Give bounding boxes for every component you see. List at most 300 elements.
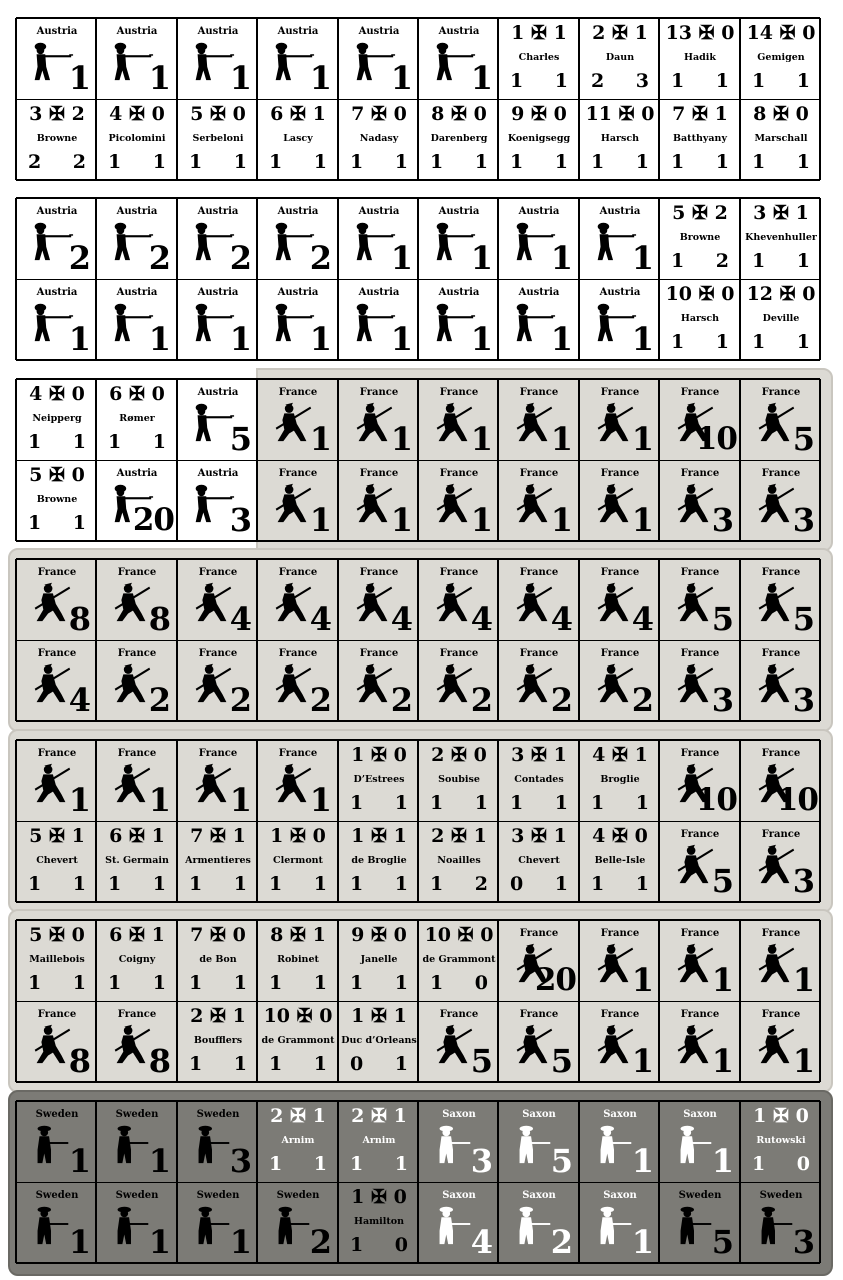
leader-star-icon: ✠: [210, 825, 226, 847]
nation-label: France: [761, 387, 801, 398]
strength-value: 4: [390, 600, 413, 638]
unit-counter[interactable]: [419, 18, 499, 98]
nation-label: Austria: [277, 287, 319, 298]
leader-counter[interactable]: [339, 1001, 419, 1081]
unit-counter[interactable]: [660, 1182, 740, 1262]
unit-counter[interactable]: [419, 198, 499, 278]
unit-counter[interactable]: [419, 559, 499, 639]
strength-value: 3: [229, 501, 252, 539]
leader-counter[interactable]: [258, 821, 338, 901]
leader-counter[interactable]: [741, 1101, 821, 1181]
leader-star-icon: ✠: [49, 464, 65, 486]
leader-rating: [660, 203, 740, 224]
leader-bonus: 0: [634, 825, 648, 847]
leader-number: 3: [753, 202, 767, 224]
leader-rating: [580, 23, 660, 44]
leader-number: 2: [190, 1005, 204, 1027]
leader-bonus: 1: [795, 202, 809, 224]
strength-value: 5: [711, 600, 734, 638]
unit-counter[interactable]: [97, 1001, 177, 1081]
unit-counter[interactable]: [258, 198, 338, 278]
unit-counter[interactable]: [660, 920, 740, 1000]
unit-counter[interactable]: [660, 559, 740, 639]
unit-counter[interactable]: [499, 1001, 579, 1081]
nation-label: Austria: [518, 206, 560, 217]
leader-counter[interactable]: [339, 99, 419, 179]
unit-counter[interactable]: [97, 1182, 177, 1262]
unit-counter[interactable]: [178, 1101, 258, 1181]
nation-label: France: [439, 567, 479, 578]
leader-value-right: 1: [152, 151, 166, 173]
leader-star-icon: ✠: [531, 22, 547, 44]
leader-value-left: 1: [28, 512, 42, 534]
unit-counter[interactable]: [17, 640, 97, 720]
unit-counter[interactable]: [339, 279, 419, 359]
nation-label: Saxon: [522, 1109, 556, 1120]
leader-counter[interactable]: [178, 920, 258, 1000]
leader-number: 6: [109, 825, 123, 847]
unit-counter[interactable]: [419, 1182, 499, 1262]
unit-counter[interactable]: [660, 821, 740, 901]
unit-counter[interactable]: [178, 559, 258, 639]
unit-counter[interactable]: [741, 1001, 821, 1081]
nation-label: Saxon: [522, 1190, 556, 1201]
strength-value: 1: [550, 420, 573, 458]
leader-name: Belle-Isle: [594, 855, 646, 866]
unit-counter[interactable]: [660, 379, 740, 459]
leader-bonus: 0: [802, 283, 816, 305]
leader-bonus: 1: [312, 1105, 326, 1127]
leader-number: 1: [270, 825, 284, 847]
leader-rating: [258, 826, 338, 847]
leader-counter[interactable]: [178, 821, 258, 901]
leader-number: 10: [665, 283, 693, 305]
unit-counter[interactable]: [17, 18, 97, 98]
strength-value: 1: [309, 59, 332, 97]
unit-counter[interactable]: [499, 279, 579, 359]
unit-counter[interactable]: [660, 460, 740, 540]
leader-counter[interactable]: [499, 740, 579, 820]
unit-counter[interactable]: [97, 460, 177, 540]
leader-rating: [17, 925, 97, 946]
leader-value-left: 1: [189, 1053, 203, 1075]
leader-name: Daun: [605, 52, 635, 63]
leader-rating: [17, 826, 97, 847]
unit-counter[interactable]: [741, 640, 821, 720]
counter-sheet-5: [16, 740, 820, 902]
nation-label: France: [600, 567, 640, 578]
leader-number: 11: [585, 103, 613, 125]
counter-sheet-2: [16, 198, 820, 360]
leader-value-right: 0: [474, 972, 488, 994]
leader-counter[interactable]: [660, 99, 740, 179]
unit-counter[interactable]: [499, 1182, 579, 1262]
strength-value: 4: [631, 600, 654, 638]
leader-star-icon: ✠: [451, 825, 467, 847]
leader-counter[interactable]: [258, 1001, 338, 1081]
unit-counter[interactable]: [97, 740, 177, 820]
unit-counter[interactable]: [258, 460, 338, 540]
counter-row: [16, 640, 820, 721]
unit-counter[interactable]: [97, 198, 177, 278]
leader-counter[interactable]: [97, 821, 177, 901]
leader-counter[interactable]: [339, 1101, 419, 1181]
leader-star-icon: ✠: [371, 744, 387, 766]
unit-counter[interactable]: [419, 279, 499, 359]
unit-counter[interactable]: [580, 460, 660, 540]
nation-label: Austria: [599, 287, 641, 298]
leader-value-left: 0: [350, 1053, 364, 1075]
leader-rating: [339, 826, 419, 847]
leader-rating: [97, 384, 177, 405]
leader-rating: [178, 1006, 258, 1027]
unit-counter[interactable]: [419, 1001, 499, 1081]
leader-counter[interactable]: [741, 279, 821, 359]
unit-counter[interactable]: [580, 640, 660, 720]
leader-star-icon: ✠: [210, 1005, 226, 1027]
leader-value-left: 1: [189, 873, 203, 895]
nation-label: Sweden: [196, 1109, 240, 1120]
leader-star-icon: ✠: [692, 202, 708, 224]
leader-number: 5: [29, 825, 43, 847]
unit-counter[interactable]: [660, 640, 740, 720]
strength-value: 5: [550, 1142, 573, 1180]
nation-label: France: [519, 928, 559, 939]
unit-counter[interactable]: [580, 1001, 660, 1081]
counter-sheet-3: [16, 379, 820, 541]
nation-label: France: [359, 567, 399, 578]
leader-value-right: 1: [474, 792, 488, 814]
unit-counter[interactable]: [339, 18, 419, 98]
leader-rating: [258, 925, 338, 946]
unit-counter[interactable]: [97, 640, 177, 720]
leader-value-right: 1: [635, 792, 649, 814]
unit-counter[interactable]: [741, 1182, 821, 1262]
unit-counter[interactable]: [660, 1001, 740, 1081]
leader-value-right: 1: [796, 151, 810, 173]
leader-rating: [419, 745, 499, 766]
unit-counter[interactable]: [741, 379, 821, 459]
unit-counter[interactable]: [741, 559, 821, 639]
strength-value: 1: [390, 501, 413, 539]
leader-name: Arnim: [362, 1135, 396, 1146]
leader-name: Batthyany: [673, 133, 727, 144]
strength-value: 5: [711, 862, 734, 900]
leader-number: 8: [431, 103, 445, 125]
leader-star-icon: ✠: [290, 924, 306, 946]
unit-counter[interactable]: [580, 279, 660, 359]
leader-counter[interactable]: [660, 279, 740, 359]
leader-value-left: 1: [108, 873, 122, 895]
unit-counter[interactable]: [419, 1101, 499, 1181]
unit-counter[interactable]: [17, 1182, 97, 1262]
unit-counter[interactable]: [178, 379, 258, 459]
unit-counter[interactable]: [258, 279, 338, 359]
leader-value-right: 1: [233, 873, 247, 895]
nation-label: France: [198, 648, 238, 659]
leader-value-right: 1: [152, 873, 166, 895]
unit-counter[interactable]: [580, 1182, 660, 1262]
strength-value: 2: [229, 239, 252, 277]
sheet-bottom-border: [16, 720, 820, 722]
unit-counter[interactable]: [580, 920, 660, 1000]
leader-value-right: 0: [394, 1234, 408, 1256]
unit-counter[interactable]: [17, 1101, 97, 1181]
leader-value-right: 3: [635, 70, 649, 92]
leader-counter[interactable]: [660, 18, 740, 98]
leader-number: 9: [351, 924, 365, 946]
leader-value-left: 1: [108, 431, 122, 453]
leader-rating: [580, 104, 660, 125]
nation-label: France: [117, 748, 157, 759]
leader-counter[interactable]: [741, 18, 821, 98]
nation-label: France: [680, 468, 720, 479]
nation-label: France: [278, 567, 318, 578]
leader-bonus: 0: [393, 924, 407, 946]
unit-counter[interactable]: [258, 559, 338, 639]
leader-rating: [499, 23, 579, 44]
unit-counter[interactable]: [339, 460, 419, 540]
nation-label: Sweden: [35, 1190, 79, 1201]
nation-label: Saxon: [442, 1109, 476, 1120]
nation-label: Austria: [36, 206, 78, 217]
leader-counter[interactable]: [97, 379, 177, 459]
leader-counter[interactable]: [419, 740, 499, 820]
strength-value: 1: [631, 420, 654, 458]
unit-counter[interactable]: [499, 640, 579, 720]
unit-counter[interactable]: [178, 18, 258, 98]
unit-counter[interactable]: [339, 640, 419, 720]
counter-row: [16, 559, 820, 641]
nation-label: Sweden: [759, 1190, 803, 1201]
leader-number: 1: [351, 825, 365, 847]
unit-counter[interactable]: [580, 559, 660, 639]
unit-counter[interactable]: [17, 559, 97, 639]
leader-value-left: 1: [430, 972, 444, 994]
strength-value: 5: [229, 420, 252, 458]
leader-counter[interactable]: [580, 18, 660, 98]
leader-counter[interactable]: [339, 920, 419, 1000]
leader-counter[interactable]: [339, 1182, 419, 1262]
leader-counter[interactable]: [17, 379, 97, 459]
unit-counter[interactable]: [258, 18, 338, 98]
unit-counter[interactable]: [17, 1001, 97, 1081]
leader-star-icon: ✠: [371, 1186, 387, 1208]
leader-counter[interactable]: [258, 1101, 338, 1181]
nation-label: Austria: [197, 468, 239, 479]
leader-value-right: 1: [635, 151, 649, 173]
leader-star-icon: ✠: [773, 103, 789, 125]
leader-bonus: 1: [553, 825, 567, 847]
unit-counter[interactable]: [178, 740, 258, 820]
leader-value-left: 1: [510, 792, 524, 814]
leader-counter[interactable]: [258, 920, 338, 1000]
leader-star-icon: ✠: [692, 103, 708, 125]
unit-counter[interactable]: [178, 279, 258, 359]
leader-counter[interactable]: [499, 18, 579, 98]
leader-counter[interactable]: [741, 99, 821, 179]
leader-value-left: 1: [189, 151, 203, 173]
leader-value-right: 1: [72, 972, 86, 994]
strength-value: 8: [68, 600, 91, 638]
unit-counter[interactable]: [499, 198, 579, 278]
leader-counter[interactable]: [741, 198, 821, 278]
leader-counter[interactable]: [660, 198, 740, 278]
unit-counter[interactable]: [419, 379, 499, 459]
leader-value-left: 1: [510, 70, 524, 92]
unit-counter[interactable]: [258, 740, 338, 820]
leader-number: 6: [109, 383, 123, 405]
unit-counter[interactable]: [499, 379, 579, 459]
leader-value-right: 1: [474, 151, 488, 173]
leader-number: 3: [511, 744, 525, 766]
nation-label: France: [600, 387, 640, 398]
strength-value: 8: [148, 1042, 171, 1080]
nation-label: Saxon: [683, 1109, 717, 1120]
unit-counter[interactable]: [741, 740, 821, 820]
unit-counter[interactable]: [178, 1182, 258, 1262]
nation-label: France: [37, 567, 77, 578]
strength-value: 1: [309, 501, 332, 539]
leader-counter[interactable]: [580, 740, 660, 820]
leader-counter[interactable]: [17, 99, 97, 179]
unit-counter[interactable]: [741, 821, 821, 901]
leader-number: 13: [665, 22, 693, 44]
leader-value-left: 1: [269, 972, 283, 994]
leader-value-left: 1: [28, 972, 42, 994]
leader-number: 2: [592, 22, 606, 44]
unit-counter[interactable]: [499, 559, 579, 639]
leader-counter[interactable]: [258, 99, 338, 179]
leader-counter[interactable]: [499, 821, 579, 901]
leader-value-right: 1: [394, 1153, 408, 1175]
unit-counter[interactable]: [17, 198, 97, 278]
nation-label: France: [439, 648, 479, 659]
unit-counter[interactable]: [499, 1101, 579, 1181]
strength-value: 1: [631, 501, 654, 539]
strength-value: 1: [148, 59, 171, 97]
leader-counter[interactable]: [17, 460, 97, 540]
leader-counter[interactable]: [17, 920, 97, 1000]
leader-name: Clermont: [273, 855, 323, 866]
unit-counter[interactable]: [97, 559, 177, 639]
leader-counter[interactable]: [97, 99, 177, 179]
leader-value-left: 1: [269, 1153, 283, 1175]
unit-counter[interactable]: [580, 198, 660, 278]
leader-number: 12: [746, 283, 774, 305]
unit-counter[interactable]: [97, 279, 177, 359]
leader-counter[interactable]: [339, 740, 419, 820]
unit-counter[interactable]: [97, 1101, 177, 1181]
strength-value: 1: [470, 501, 493, 539]
leader-name: de Grammont: [422, 954, 496, 965]
strength-value: 1: [390, 59, 413, 97]
nation-label: Austria: [197, 26, 239, 37]
strength-value: 1: [792, 961, 815, 999]
nation-label: France: [600, 928, 640, 939]
leader-rating: [339, 925, 419, 946]
leader-star-icon: ✠: [698, 22, 715, 44]
leader-name: Maillebois: [29, 954, 85, 965]
unit-counter[interactable]: [97, 18, 177, 98]
leader-counter[interactable]: [97, 920, 177, 1000]
leader-value-left: 1: [269, 151, 283, 173]
leader-number: 7: [351, 103, 365, 125]
unit-counter[interactable]: [17, 740, 97, 820]
unit-counter[interactable]: [339, 198, 419, 278]
unit-counter[interactable]: [419, 640, 499, 720]
unit-counter[interactable]: [339, 559, 419, 639]
leader-counter[interactable]: [580, 99, 660, 179]
unit-counter[interactable]: [339, 379, 419, 459]
leader-counter[interactable]: [419, 99, 499, 179]
unit-counter[interactable]: [419, 460, 499, 540]
leader-counter[interactable]: [419, 821, 499, 901]
unit-counter[interactable]: [499, 920, 579, 1000]
nation-label: France: [359, 648, 399, 659]
unit-counter[interactable]: [580, 379, 660, 459]
leader-star-icon: ✠: [773, 202, 789, 224]
unit-counter[interactable]: [741, 920, 821, 1000]
leader-number: 2: [431, 825, 445, 847]
leader-counter[interactable]: [419, 920, 499, 1000]
leader-star-icon: ✠: [49, 825, 65, 847]
nation-label: Austria: [518, 287, 560, 298]
unit-counter[interactable]: [178, 460, 258, 540]
leader-counter[interactable]: [580, 821, 660, 901]
unit-counter[interactable]: [580, 1101, 660, 1181]
unit-counter[interactable]: [741, 460, 821, 540]
strength-value: 1: [148, 781, 171, 819]
strength-value: 2: [309, 239, 332, 277]
leader-counter[interactable]: [499, 99, 579, 179]
unit-counter[interactable]: [178, 198, 258, 278]
nation-label: France: [600, 1009, 640, 1020]
leader-counter[interactable]: [178, 1001, 258, 1081]
unit-counter[interactable]: [178, 640, 258, 720]
leader-bonus: 0: [480, 924, 494, 946]
strength-value: 8: [68, 1042, 91, 1080]
leader-value-right: 1: [313, 972, 327, 994]
unit-counter[interactable]: [660, 740, 740, 820]
unit-counter[interactable]: [258, 1182, 338, 1262]
leader-rating: [660, 284, 740, 305]
leader-value-left: 1: [28, 431, 42, 453]
leader-star-icon: ✠: [779, 283, 796, 305]
leader-bonus: 1: [634, 22, 648, 44]
unit-counter[interactable]: [17, 279, 97, 359]
unit-counter[interactable]: [499, 460, 579, 540]
strength-value: 5: [711, 1223, 734, 1261]
strength-value: 1: [229, 1223, 252, 1261]
unit-counter[interactable]: [258, 379, 338, 459]
leader-value-right: 2: [474, 873, 488, 895]
leader-bonus: 1: [151, 825, 165, 847]
leader-rating: [17, 465, 97, 486]
strength-value: 2: [550, 1223, 573, 1261]
leader-counter[interactable]: [339, 821, 419, 901]
strength-value: 1: [631, 1142, 654, 1180]
leader-value-left: 1: [671, 151, 685, 173]
leader-name: D’Estrees: [353, 774, 405, 785]
unit-counter[interactable]: [660, 1101, 740, 1181]
sheet-top-border: [16, 197, 820, 199]
leader-counter[interactable]: [17, 821, 97, 901]
strength-value: 1: [229, 320, 252, 358]
leader-counter[interactable]: [178, 99, 258, 179]
unit-counter[interactable]: [258, 640, 338, 720]
leader-value-left: 1: [108, 151, 122, 173]
